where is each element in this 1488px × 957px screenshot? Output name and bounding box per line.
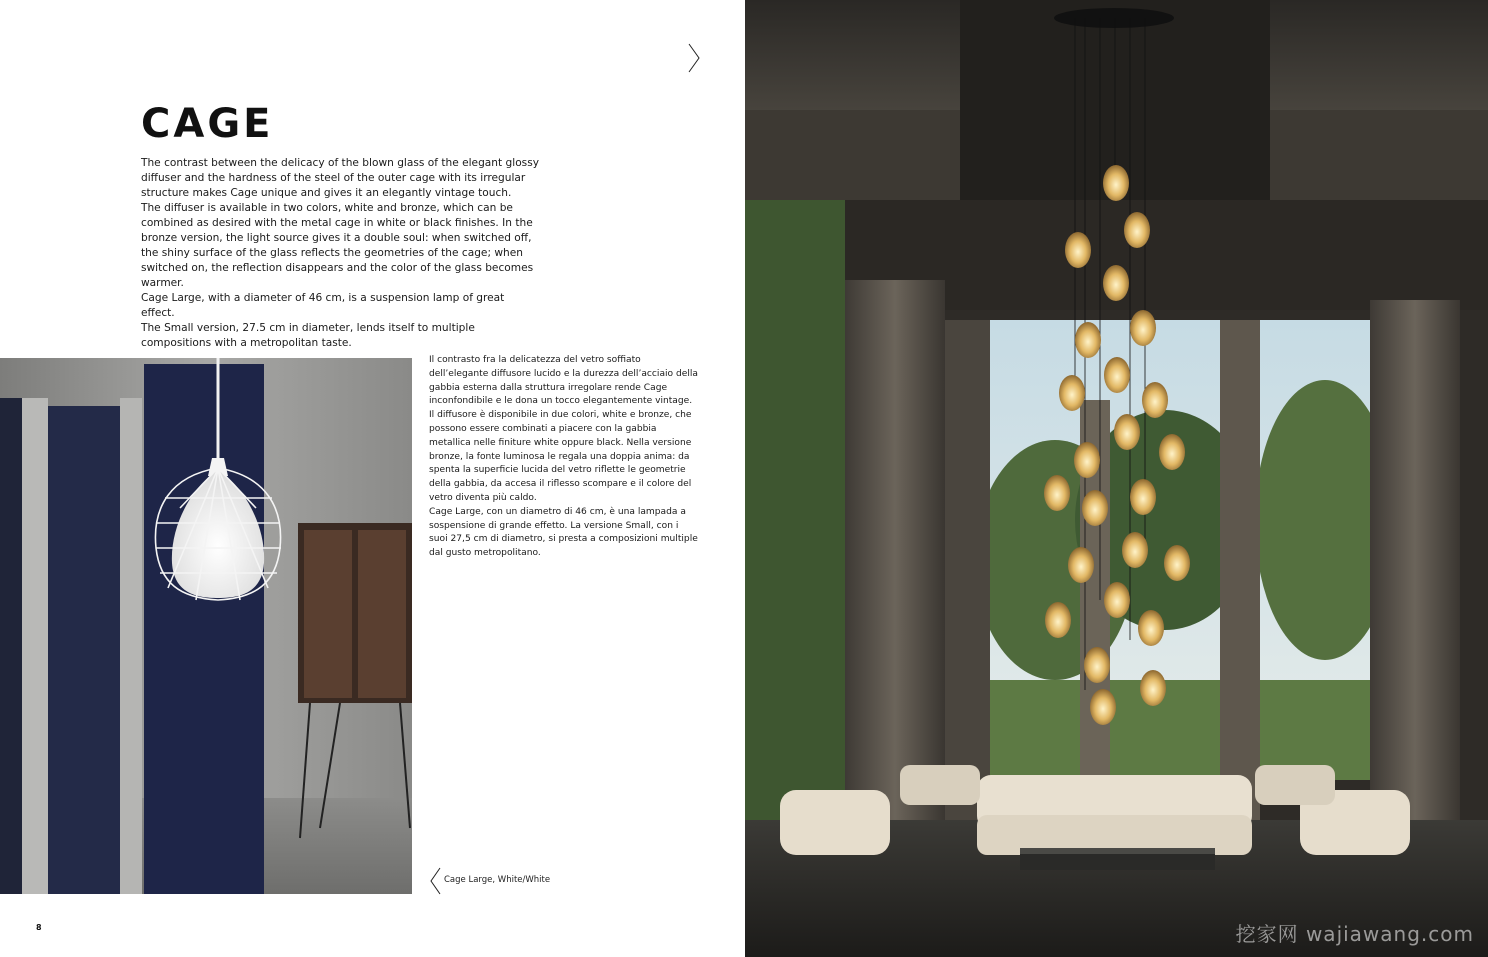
chevron-left-icon [428,866,442,896]
cage-large-illustration [0,358,412,894]
right-page-photo [745,0,1488,957]
english-paragraph: Cage Large, with a diameter of 46 cm, is a suspension lamp of great effect. [141,292,505,319]
chevron-right-icon [686,42,702,74]
watermark: 挖家网 wajiawang.com [1235,922,1474,946]
english-paragraph: The diffuser is available in two colors, white and bronze, which can be combined as desired with the metal cage in white or black finishes. In the bronze version, the light source gives it a double soul: when switched off, the shiny surface of the glass reflects the geometries of the cage; when switched on, the reflection disappears and the color of the glass becomes warmer. [141,202,534,289]
bottom-caption: Cage Large, White/White [444,875,551,885]
italian-paragraph: Il contrasto fra la delicatezza del vetro soffiato dell’elegante diffusore lucido e la durezza dell’acciaio della gabbia esterna dalla struttura irregolare rende Cage inconfondibile e le dona un tocco elegantemente vintage. [429,355,698,407]
cage-cluster-scene [745,0,1488,957]
english-body-text [141,156,541,351]
page-number: 8 [36,923,42,932]
cage-large-photo [0,358,412,894]
italian-paragraph: Il diffusore è disponibile in due colori, white e bronze, che possono essere combinati a piacere con la gabbia metallica nelle finiture white oppure black. Nella versione bronze, la fonte luminosa le regala una doppia anima: da spenta la superficie lucida del vetro riflette le geometrie della gabbia, da accesa il riflesso scompare e il colore del vetro diventa più caldo. [429,410,692,503]
page-title: CAGE [141,101,274,147]
english-paragraph: The Small version, 27.5 cm in diameter, lends itself to multiple compositions with a metropolitan taste. [141,322,475,349]
italian-body-text [429,354,699,561]
english-paragraph: The contrast between the delicacy of the blown glass of the elegant glossy diffuser and the hardness of the steel of the outer cage with its irregular structure makes Cage unique and gives it an elegantly vintage touch. [141,157,539,199]
italian-paragraph: Cage Large, con un diametro di 46 cm, è una lampada a sospensione di grande effetto. La versione Small, con i suoi 27,5 cm di diametro, si presta a composizioni multiple dal gusto metropolitano. [429,506,698,559]
